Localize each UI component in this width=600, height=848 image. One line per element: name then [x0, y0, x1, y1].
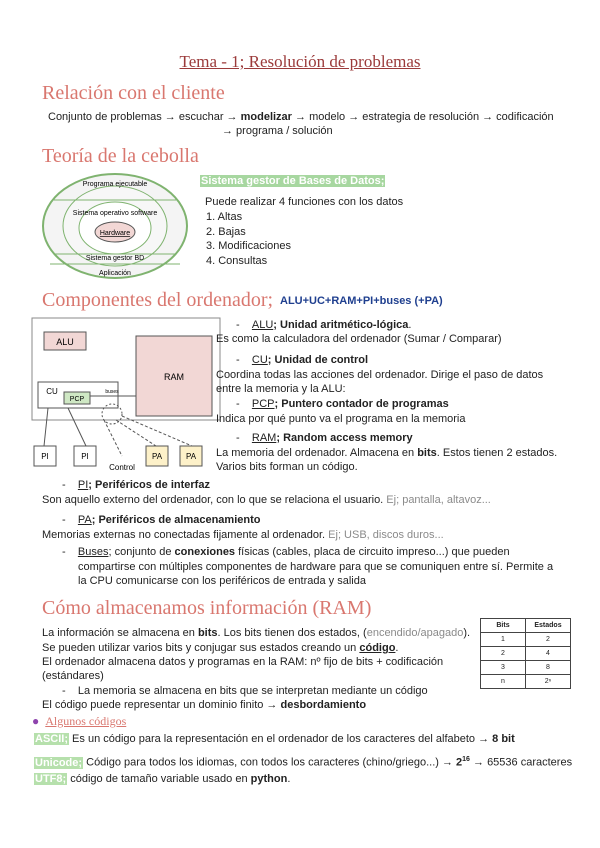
- onion-core-label: Hardware: [99, 230, 131, 237]
- alu-title: - ALU; Unidad aritmético-lógica.: [236, 319, 412, 331]
- cu-desc1: Coordina todas las acciones del ordenador. Dirige el paso de datos: [216, 369, 544, 381]
- codes-heading: ● Algunos códigos: [32, 714, 127, 728]
- table-row: [481, 675, 571, 689]
- cu-title: - CU; Unidad de control: [236, 354, 369, 366]
- onion-outer-label: Programa ejecutable: [82, 181, 148, 188]
- pa-box-label: PA: [185, 452, 197, 461]
- ram-p6: El código puede representar un dominio finito → desbordamiento: [42, 699, 367, 711]
- unicode-line: Unicode; Código para todos los idiomas, con todos los caracteres (chino/griego...) → $2^{16} \to 65536$ caracteres: [35, 756, 573, 769]
- list-item: 2. Bajas: [206, 226, 246, 238]
- cu-desc2: entre la memoria y la ALU:: [216, 383, 346, 395]
- pa-box-label: PA: [151, 452, 163, 461]
- buses-line1: - Buses; conjunto de conexiones físicas (cables, placa de circuito impreso...) que pueden: [62, 546, 510, 558]
- ram-p3: El ordenador almacena datos y programas en la RAM: nº fijo de bits + codificación: [42, 656, 444, 668]
- onion-bottom2-label: Aplicación: [99, 270, 131, 277]
- table-row: [481, 633, 571, 647]
- heading-ram: Cómo almacenamos información (RAM): [42, 597, 372, 619]
- table-cell: 2: [526, 633, 571, 647]
- list-item: 4. Consultas: [206, 255, 268, 267]
- table-cell: 8: [526, 661, 571, 675]
- table-cell: 4: [526, 647, 571, 661]
- list-item: 3. Modificaciones: [206, 240, 291, 252]
- pa-title: - PA; Periféricos de almacenamiento: [62, 514, 261, 526]
- cliente-line2: → programa / solución: [222, 125, 333, 137]
- table-header: Bits: [481, 619, 526, 633]
- table-cell: n: [481, 675, 526, 689]
- ram-desc1: La memoria del ordenador. Almacena en bits. Estos tienen 2 estados.: [216, 447, 558, 459]
- pa-desc: Memorias externas no conectadas fijamente al ordenador. Ej; USB, discos duros...: [42, 529, 444, 541]
- page-title: Tema - 1; Resolución de problemas: [179, 52, 421, 71]
- pcp-box-label: PCP: [69, 396, 85, 403]
- computer-diagram: [28, 316, 224, 474]
- table-row: [481, 661, 571, 675]
- table-cell: 3: [481, 661, 526, 675]
- utf8-line: UTF8; código de tamaño variable usado en python.: [35, 773, 291, 785]
- pi-desc: Son aquello externo del ordenador, con lo que se relaciona el usuario. Ej; pantalla, altavoz...: [42, 494, 491, 506]
- ram-p1: La información se almacena en bits. Los bits tienen dos estados, (encendido/apagado).: [42, 627, 471, 639]
- alu-box-label: ALU: [56, 337, 74, 347]
- pcp-title: - PCP; Puntero contador de programas: [236, 398, 449, 410]
- heading-cebolla: Teoría de la cebolla: [42, 145, 199, 167]
- cu-box-label: CU: [46, 387, 58, 396]
- alu-desc: Es como la calculadora del ordenador (Sumar / Comparar): [216, 333, 502, 345]
- pi-box-label: PI: [81, 452, 89, 461]
- control-label: Control: [109, 463, 135, 472]
- bits-table: [480, 618, 571, 689]
- ram-desc2: Varios bits forman un código.: [216, 461, 358, 473]
- ram-p4: (estándares): [42, 670, 104, 682]
- pi-title: - PI; Periféricos de interfaz: [62, 479, 210, 491]
- onion-mid-label: Sistema operativo software: [72, 210, 158, 217]
- onion-diagram: [40, 172, 190, 284]
- heading-componentes: Componentes del ordenador;: [42, 289, 274, 311]
- sgbd-label: Sistema gestor de Bases de Datos;: [201, 175, 385, 187]
- table-cell: 2ⁿ: [526, 675, 571, 689]
- ram-p5: - La memoria se almacena en bits que se interpretan mediante un código: [62, 685, 428, 697]
- table-cell: 2: [481, 647, 526, 661]
- table-row: [481, 647, 571, 661]
- onion-bottom1-label: Sistema gestor BD: [85, 255, 145, 262]
- table-cell: 1: [481, 633, 526, 647]
- cliente-line1: Conjunto de problemas → escuchar → modelizar → modelo → estrategia de resolución → codificación: [48, 111, 554, 123]
- ascii-line: ASCII; Es un código para la representación en el ordenador de los caracteres del alfabeto → 8 bit: [35, 733, 515, 745]
- table-header-row: [481, 619, 571, 633]
- bullet-icon: ●: [32, 714, 40, 728]
- sgbd-intro: Puede realizar 4 funciones con los datos: [205, 196, 404, 208]
- ram-title: - RAM; Random access memory: [236, 432, 413, 444]
- table-header: Estados: [526, 619, 571, 633]
- pi-box-label: PI: [41, 452, 49, 461]
- heading-cliente: Relación con el cliente: [42, 82, 225, 104]
- buses-line2: compartirse con múltiples componentes de hardware para que se comuniquen entre sí. Permite a: [78, 561, 554, 573]
- buses-line3: la CPU comunicarse con los periféricos de entrada y salida: [78, 575, 366, 587]
- list-item: 1. Altas: [206, 211, 243, 223]
- buses-label: buses: [105, 389, 119, 395]
- pcp-desc: Indica por qué punto va el programa en la memoria: [216, 413, 466, 425]
- ram-box-label: RAM: [164, 372, 184, 382]
- components-formula: ALU+UC+RAM+PI+buses (+PA): [280, 295, 443, 307]
- ram-p2: Se pueden utilizar varios bits y conjugar sus estados creando un código.: [42, 642, 399, 654]
